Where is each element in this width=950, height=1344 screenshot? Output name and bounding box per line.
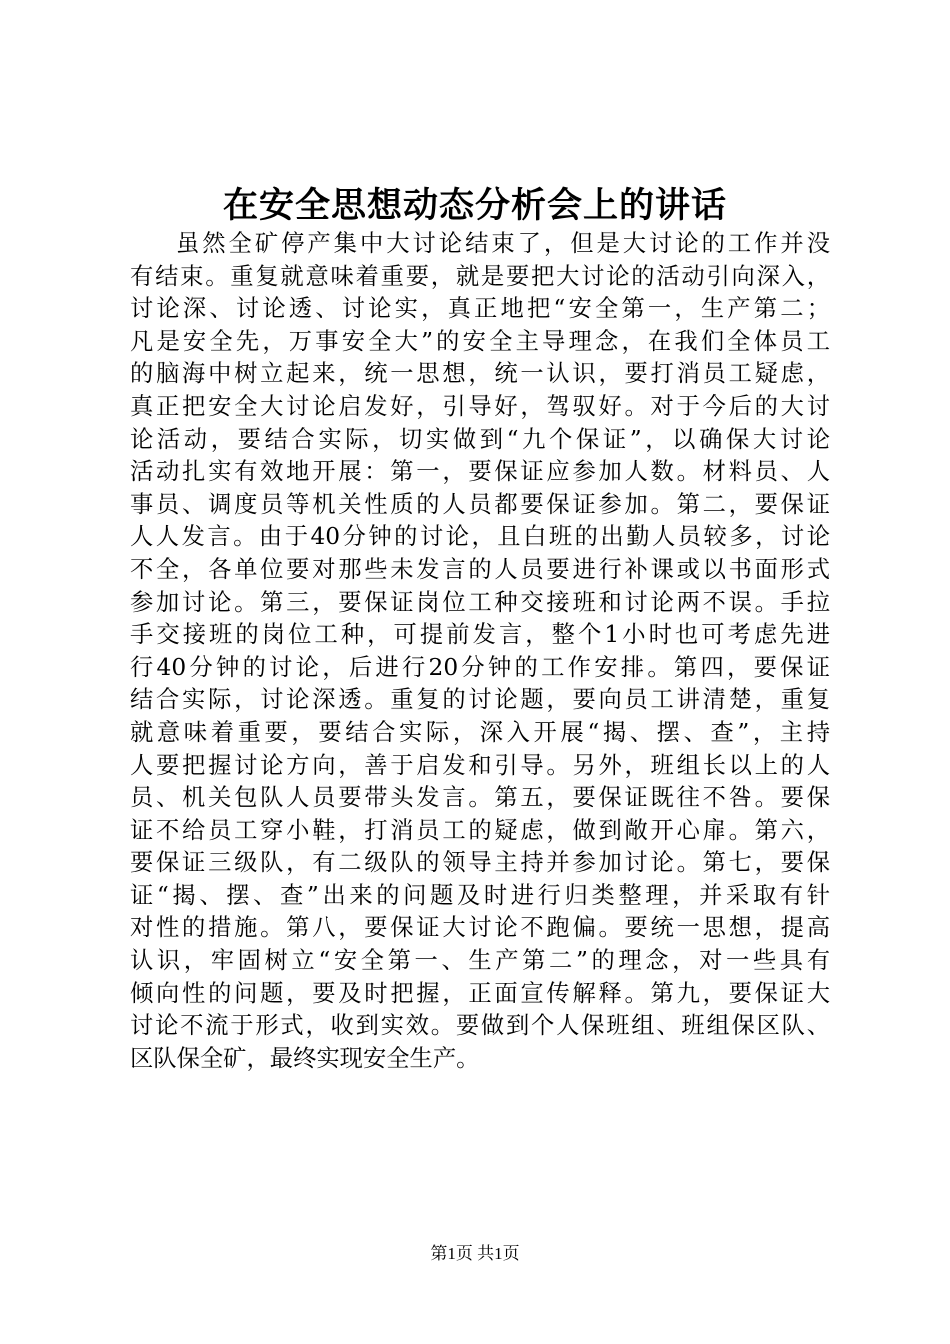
paragraph-line: 事员、调度员等机关性质的人员都要保证参加。第二，要保证 <box>130 490 830 518</box>
speech-paragraph <box>130 228 830 1075</box>
paragraph-line: 认识，牢固树立“安全第一、生产第二”的理念，对一些具有 <box>130 947 830 975</box>
paragraph-line: 有结束。重复就意味着重要，就是要把大讨论的活动引向深入， <box>130 262 830 290</box>
paragraph-line: 参加讨论。第三，要保证岗位工种交接班和讨论两不误。手拉 <box>130 588 830 616</box>
paragraph-line: 活动扎实有效地开展：第一，要保证应参加人数。材料员、人 <box>130 458 830 486</box>
paragraph-line: 论活动，要结合实际，切实做到“九个保证”，以确保大讨论 <box>130 425 830 453</box>
paragraph-line: 讨论不流于形式，收到实效。要做到个人保班组、班组保区队、 <box>130 1012 830 1040</box>
paragraph-line: 行40分钟的讨论，后进行20分钟的工作安排。第四，要保证 <box>130 653 830 681</box>
paragraph-line: 证不给员工穿小鞋，打消员工的疑虑，做到敞开心扉。第六， <box>130 816 830 844</box>
paragraph-line: 人要把握讨论方向，善于启发和引导。另外，班组长以上的人 <box>130 751 830 779</box>
paragraph-line: 对性的措施。第八，要保证大讨论不跑偏。要统一思想，提高 <box>130 914 830 942</box>
paragraph-line: 的脑海中树立起来，统一思想，统一认识，要打消员工疑虑， <box>130 360 830 388</box>
paragraph-line: 真正把安全大讨论启发好，引导好，驾驭好。对于今后的大讨 <box>130 392 830 420</box>
paragraph-line: 要保证三级队，有二级队的领导主持并参加讨论。第七，要保 <box>130 849 830 877</box>
paragraph-line: 凡是安全先，万事安全大”的安全主导理念，在我们全体员工 <box>130 327 830 355</box>
paragraph-line: 就意味着重要，要结合实际，深入开展“揭、摆、查”，主持 <box>130 718 830 746</box>
paragraph-line: 不全，各单位要对那些未发言的人员要进行补课或以书面形式 <box>130 555 830 583</box>
paragraph-line: 证“揭、摆、查”出来的问题及时进行归类整理，并采取有针 <box>130 881 830 909</box>
paragraph-line: 倾向性的问题，要及时把握，正面宣传解释。第九，要保证大 <box>130 979 830 1007</box>
page-footer: 第1页 共1页 <box>430 1244 520 1263</box>
paragraph-line: 讨论深、讨论透、讨论实，真正地把“安全第一，生产第二； <box>130 295 830 323</box>
paragraph-line: 结合实际，讨论深透。重复的讨论题，要向员工讲清楚，重复 <box>130 686 830 714</box>
paragraph-line: 员、机关包队人员要带头发言。第五，要保证既往不咎。要保 <box>130 784 830 812</box>
paragraph-line: 虽然全矿停产集中大讨论结束了，但是大讨论的工作并没 <box>176 230 830 257</box>
paragraph-line: 人人发言。由于40分钟的讨论，且白班的出勤人员较多，讨论 <box>130 523 830 551</box>
paragraph-line: 手交接班的岗位工种，可提前发言，整个1小时也可考虑先进 <box>130 621 830 649</box>
document-title: 在安全思想动态分析会上的讲话 <box>222 185 727 226</box>
paragraph-line: 区队保全矿，最终实现安全生产。 <box>130 1044 480 1072</box>
